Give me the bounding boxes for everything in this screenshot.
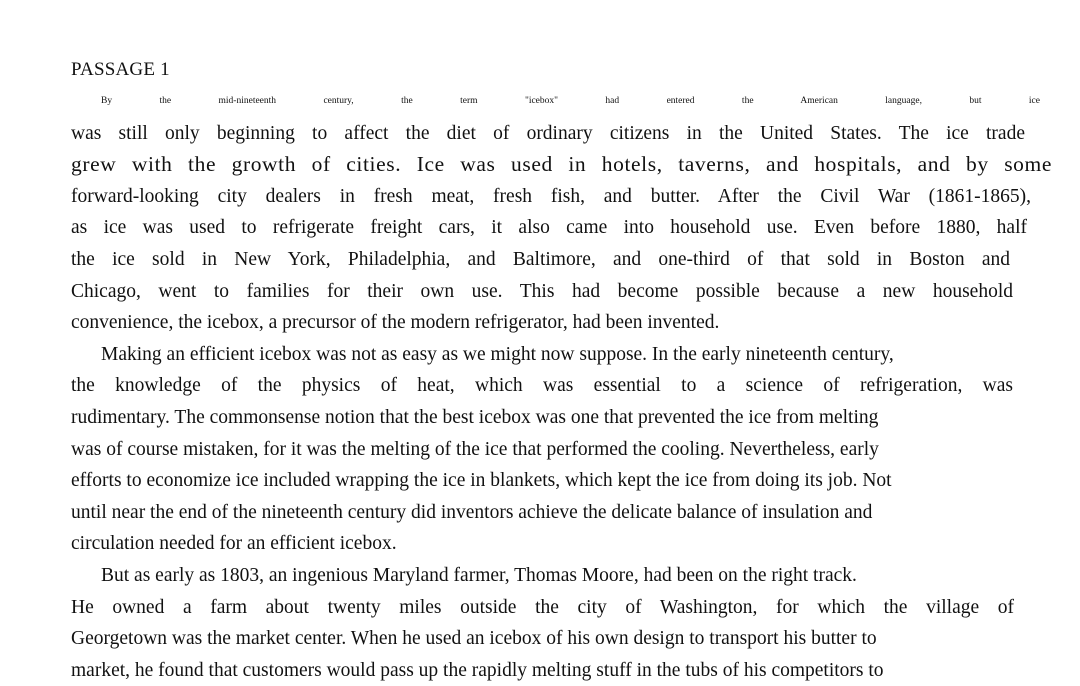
paragraph-1-line-1: By the mid-nineteenth century, the term "icebox" had entered the American language, but ice	[101, 96, 1040, 106]
paragraph-2-line-1: Making an efficient icebox was not as easy as we might now suppose. In the early nineteenth century,	[101, 343, 894, 365]
paragraph-2-line-3: rudimentary. The commonsense notion that the best icebox was one that prevented the ice from melting	[71, 406, 879, 428]
paragraph-2-line-4: was of course mistaken, for it was the melting of the ice that performed the cooling. Nevertheless, early	[71, 438, 879, 460]
paragraph-2-line-5: efforts to economize ice included wrapping the ice in blankets, which kept the ice from doing its job. Not	[71, 470, 892, 492]
paragraph-3	[71, 560, 1056, 686]
paragraph-1-line-6: the ice sold in New York, Philadelphia, and Baltimore, and one-third of that sold in Boston and	[71, 248, 1010, 270]
paragraph-1-line-2: was still only beginning to affect the diet of ordinary citizens in the United States. The ice trade	[71, 122, 1025, 144]
paragraph-2-line-6: until near the end of the nineteenth century did inventors achieve the delicate balance of insulation and	[71, 501, 873, 523]
paragraph-1-line-5: as ice was used to refrigerate freight cars, it also came into household use. Even before 1880, half	[71, 217, 1027, 239]
paragraph-1	[71, 86, 1056, 339]
paragraph-2-line-7: circulation needed for an efficient icebox.	[71, 533, 397, 555]
document-page	[71, 57, 1056, 686]
paragraph-1-line-8: convenience, the icebox, a precursor of the modern refrigerator, had been invented.	[71, 312, 720, 334]
paragraph-3-line-1: But as early as 1803, an ingenious Maryland farmer, Thomas Moore, had been on the right track.	[101, 564, 857, 586]
paragraph-3-line-2: He owned a farm about twenty miles outside the city of Washington, for which the village of	[71, 596, 1014, 618]
paragraph-2	[71, 339, 1056, 560]
paragraph-1-line-3: grew with the growth of cities. Ice was used in hotels, taverns, and hospitals, and by some	[71, 152, 1052, 177]
passage-title: PASSAGE 1	[71, 59, 170, 80]
paragraph-1-line-7: Chicago, went to families for their own use. This had become possible because a new household	[71, 280, 1013, 302]
paragraph-3-line-3: Georgetown was the market center. When he used an icebox of his own design to transport his butter to	[71, 628, 877, 650]
paragraph-3-line-4: market, he found that customers would pass up the rapidly melting stuff in the tubs of his competitors to	[71, 659, 884, 681]
paragraph-1-line-4: forward-looking city dealers in fresh meat, fresh fish, and butter. After the Civil War (1861-1865),	[71, 185, 1031, 207]
paragraph-2-line-2: the knowledge of the physics of heat, which was essential to a science of refrigeration, was	[71, 375, 1013, 397]
